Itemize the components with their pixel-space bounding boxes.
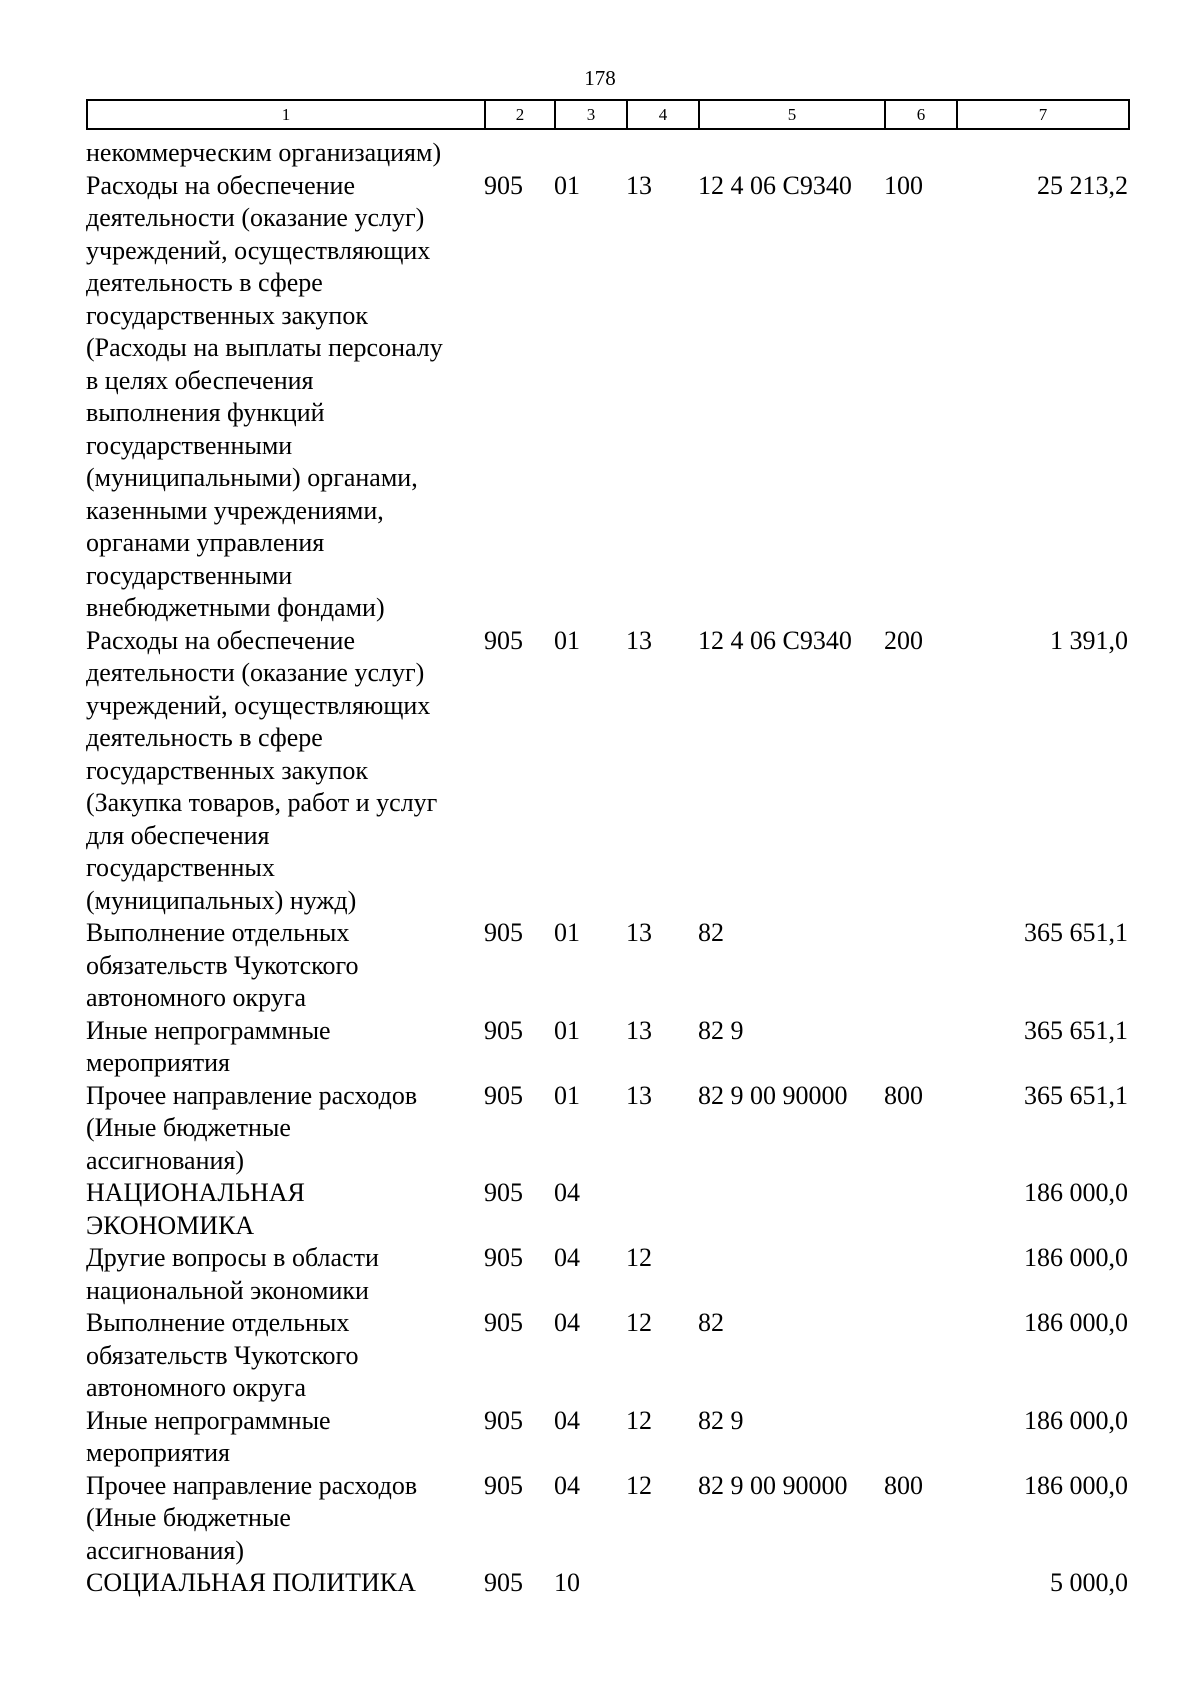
amount-value: 5 000,0 <box>1050 1568 1128 1597</box>
admin-code: 905 <box>484 1080 523 1110</box>
column-header-5: 5 <box>699 100 885 129</box>
target-article-code: 12 4 06 С9340 <box>698 625 852 655</box>
section-code: 01 <box>554 625 580 655</box>
table-row <box>86 1177 1128 1242</box>
description-line: органами управления <box>86 528 325 557</box>
description-line: автономного округа <box>86 1373 306 1402</box>
admin-code: 905 <box>484 625 523 655</box>
admin-code: 905 <box>484 1405 523 1435</box>
amount-value: 186 000,0 <box>1024 1308 1128 1337</box>
subsection-code: 12 <box>626 1405 652 1435</box>
row-description <box>86 1405 484 1470</box>
table-row <box>86 137 1128 170</box>
admin-code: 905 <box>484 1568 523 1597</box>
description-line: государственными <box>86 430 293 460</box>
row-description <box>86 137 484 170</box>
row-description <box>86 1015 484 1080</box>
target-article-code: 82 <box>698 1308 724 1337</box>
subsection-code: 13 <box>626 170 652 200</box>
description-line: государственных закупок <box>86 755 368 785</box>
description-line: ассигнования) <box>86 1535 245 1565</box>
column-header-4: 4 <box>627 100 699 129</box>
admin-code: 905 <box>484 1178 523 1207</box>
subsection-code: 13 <box>626 1015 652 1045</box>
description-line: автономного округа <box>86 983 306 1012</box>
expense-type-code: 800 <box>884 1470 923 1500</box>
description-line: некоммерческим организациям) <box>86 138 442 167</box>
amount-value: 1 391,0 <box>1050 625 1128 655</box>
target-article-code: 82 <box>698 918 724 947</box>
amount-value: 365 651,1 <box>1024 1080 1128 1110</box>
description-line: (Иные бюджетные <box>86 1503 291 1532</box>
amount-value: 186 000,0 <box>1024 1405 1128 1435</box>
subsection-code: 12 <box>626 1308 652 1337</box>
row-description <box>86 917 484 1015</box>
description-line: учреждений, осуществляющих <box>86 690 431 720</box>
description-line: деятельность в сфере <box>86 723 323 752</box>
table-row <box>86 1307 1128 1405</box>
page-number: 178 <box>584 66 616 90</box>
description-line: СОЦИАЛЬНАЯ ПОЛИТИКА <box>86 1568 416 1597</box>
row-description <box>86 1470 484 1568</box>
subsection-code: 13 <box>626 625 652 655</box>
description-line: (муниципальных) нужд) <box>86 885 357 915</box>
description-line: ассигнования) <box>86 1145 245 1175</box>
admin-code: 905 <box>484 1015 523 1045</box>
row-description <box>86 1307 484 1405</box>
column-header-2: 2 <box>485 100 555 129</box>
row-description <box>86 625 484 918</box>
description-line: обязательств Чукотского <box>86 1340 359 1370</box>
description-line: государственными <box>86 560 293 590</box>
description-line: государственных закупок <box>86 300 368 330</box>
admin-code: 905 <box>484 1308 523 1337</box>
description-line: Расходы на обеспечение <box>86 170 356 200</box>
row-description <box>86 1177 484 1242</box>
section-code: 04 <box>554 1405 580 1435</box>
description-line: Иные непрограммные <box>86 1405 331 1435</box>
description-line: (Иные бюджетные <box>86 1113 291 1142</box>
description-line: национальной экономики <box>86 1275 369 1305</box>
section-code: 01 <box>554 918 580 947</box>
table-row <box>86 1405 1128 1470</box>
table-header <box>86 99 1130 130</box>
row-description <box>86 1567 484 1600</box>
description-line: учреждений, осуществляющих <box>86 235 431 265</box>
amount-value: 365 651,1 <box>1024 918 1128 947</box>
description-line: Иные непрограммные <box>86 1015 331 1045</box>
table-row <box>86 1470 1128 1568</box>
description-line: Выполнение отдельных <box>86 918 350 947</box>
admin-code: 905 <box>484 1470 523 1500</box>
subsection-code: 13 <box>626 1080 652 1110</box>
table-row <box>86 1015 1128 1080</box>
column-header-6: 6 <box>885 100 957 129</box>
amount-value: 186 000,0 <box>1024 1178 1128 1207</box>
section-code: 01 <box>554 1015 580 1045</box>
description-line: деятельности (оказание услуг) <box>86 658 425 687</box>
table-row <box>86 170 1128 625</box>
amount-value: 25 213,2 <box>1037 170 1128 200</box>
section-code: 10 <box>554 1568 580 1597</box>
target-article-code: 82 9 00 90000 <box>698 1470 848 1500</box>
section-code: 04 <box>554 1178 580 1207</box>
admin-code: 905 <box>484 918 523 947</box>
description-line: государственных <box>86 853 275 882</box>
description-line: в целях обеспечения <box>86 365 314 395</box>
subsection-code: 12 <box>626 1243 652 1272</box>
amount-value: 365 651,1 <box>1024 1015 1128 1045</box>
table-row <box>86 1242 1128 1307</box>
row-description <box>86 1242 484 1307</box>
section-code: 01 <box>554 1080 580 1110</box>
column-header-7: 7 <box>957 100 1129 129</box>
target-article-code: 12 4 06 С9340 <box>698 170 852 200</box>
description-line: Прочее направление расходов <box>86 1080 418 1110</box>
table-row <box>86 625 1128 918</box>
description-line: деятельности (оказание услуг) <box>86 203 425 232</box>
description-line: Другие вопросы в области <box>86 1243 379 1272</box>
subsection-code: 13 <box>626 918 652 947</box>
table-row <box>86 1567 1128 1600</box>
target-article-code: 82 9 00 90000 <box>698 1080 848 1110</box>
description-line: (муниципальными) органами, <box>86 463 418 492</box>
description-line: Выполнение отдельных <box>86 1308 350 1337</box>
target-article-code: 82 9 <box>698 1015 744 1045</box>
expense-type-code: 800 <box>884 1080 923 1110</box>
amount-value: 186 000,0 <box>1024 1243 1128 1272</box>
description-line: ЭКОНОМИКА <box>86 1210 255 1240</box>
description-line: внебюджетными фондами) <box>86 593 385 622</box>
table-body <box>86 137 1128 1600</box>
expense-type-code: 100 <box>884 170 923 200</box>
column-header-1: 1 <box>87 100 485 129</box>
admin-code: 905 <box>484 170 523 200</box>
description-line: для обеспечения <box>86 820 270 850</box>
description-line: мероприятия <box>86 1438 231 1467</box>
description-line: Расходы на обеспечение <box>86 625 356 655</box>
description-line: Прочее направление расходов <box>86 1470 418 1500</box>
section-code: 04 <box>554 1470 580 1500</box>
expense-type-code: 200 <box>884 625 923 655</box>
section-code: 04 <box>554 1243 580 1272</box>
description-line: обязательств Чукотского <box>86 950 359 980</box>
row-description <box>86 1080 484 1178</box>
description-line: деятельность в сфере <box>86 268 323 297</box>
table-row <box>86 917 1128 1015</box>
section-code: 04 <box>554 1308 580 1337</box>
subsection-code: 12 <box>626 1470 652 1500</box>
table-row <box>86 1080 1128 1178</box>
admin-code: 905 <box>484 1243 523 1272</box>
amount-value: 186 000,0 <box>1024 1470 1128 1500</box>
description-line: НАЦИОНАЛЬНАЯ <box>86 1178 305 1207</box>
section-code: 01 <box>554 170 580 200</box>
description-line: (Расходы на выплаты персоналу <box>86 333 443 362</box>
description-line: (Закупка товаров, работ и услуг <box>86 788 438 817</box>
column-header-3: 3 <box>555 100 627 129</box>
description-line: мероприятия <box>86 1048 231 1077</box>
target-article-code: 82 9 <box>698 1405 744 1435</box>
description-line: казенными учреждениями, <box>86 495 384 525</box>
row-description <box>86 170 484 625</box>
description-line: выполнения функций <box>86 398 325 427</box>
